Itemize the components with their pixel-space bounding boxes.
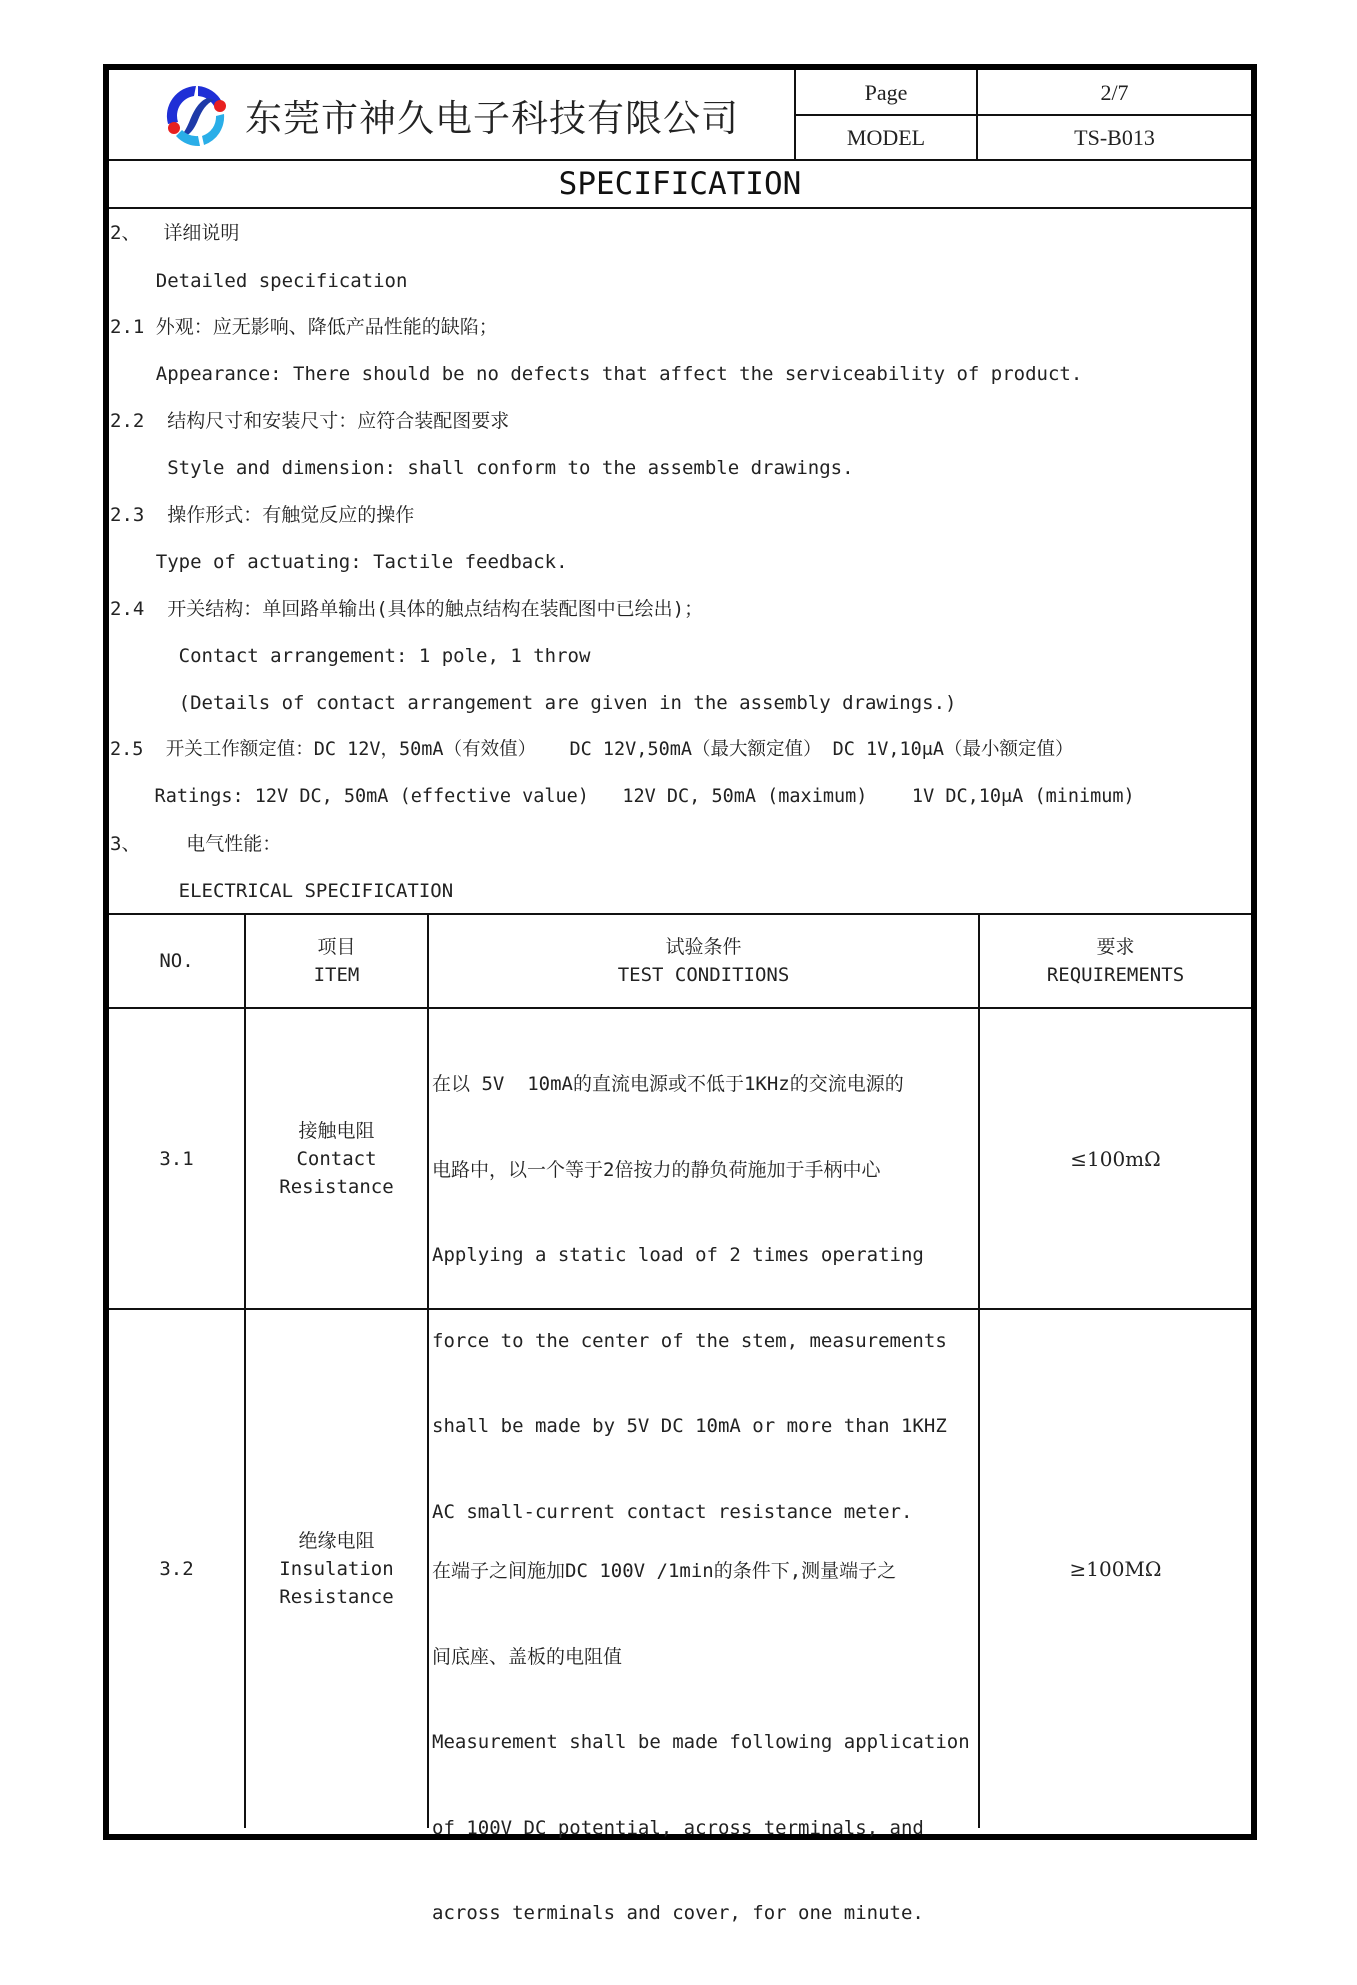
table-row-item xyxy=(246,1009,427,1308)
section-line: (Details of contact arrangement are given in the assembly drawings.) xyxy=(110,692,957,714)
table-header-no xyxy=(109,915,244,1007)
requirement-value: ≤100mΩ xyxy=(1070,1146,1161,1171)
company-logo xyxy=(160,80,232,152)
table-row-conditions xyxy=(432,1500,970,1985)
model-value: TS-B013 xyxy=(1074,125,1155,150)
title-bottom-line xyxy=(109,207,1251,209)
condition-line: force to the center of the stem, measurements xyxy=(432,1329,947,1352)
condition-line: Measurement shall be made following application xyxy=(432,1731,970,1753)
item-en: Resistance xyxy=(279,1586,394,1608)
section-line: Style and dimension: shall conform to the assemble drawings. xyxy=(110,457,854,479)
header-no-label: NO. xyxy=(159,950,194,972)
section-line: ELECTRICAL SPECIFICATION xyxy=(110,880,454,902)
table-header-item xyxy=(246,915,427,1007)
row-no: 3.1 xyxy=(159,1147,194,1170)
table-row-item xyxy=(246,1310,427,1828)
header-cond-cn: 试验条件 xyxy=(665,936,742,958)
condition-line: 间底座、盖板的电阻值 xyxy=(432,1645,623,1668)
header-item-cn: 项目 xyxy=(317,936,356,958)
section-line: 2.2 结构尺寸和安装尺寸：应符合装配图要求 xyxy=(110,410,510,432)
condition-line: across terminals and cover, for one minute. xyxy=(432,1902,924,1924)
section-line: Ratings: 12V DC, 50mA (effective value) 12V DC, 50mA (maximum) 1V DC,10μA (minimum) xyxy=(110,786,1135,807)
section-line: 3、 电气性能： xyxy=(110,833,282,855)
table-header-requirements xyxy=(980,915,1251,1007)
table-row-no xyxy=(109,1009,244,1308)
header-item-en: ITEM xyxy=(313,964,360,986)
condition-line: of 100V DC potential, across terminals, and xyxy=(432,1816,924,1839)
item-en: Contact xyxy=(296,1147,377,1170)
item-cn: 绝缘电阻 xyxy=(298,1530,375,1552)
page-title: SPECIFICATION xyxy=(558,166,802,202)
condition-line: 电路中，以一个等于2倍按力的静负荷施加于手柄中心 xyxy=(432,1158,881,1181)
condition-line: 在以 5V 10mA的直流电源或不低于1KHz的交流电源的 xyxy=(432,1073,904,1095)
section-line: Appearance: There should be no defects that affect the serviceability of product. xyxy=(110,363,1083,385)
condition-line: shall be made by 5V DC 10mA or more than 1KHZ xyxy=(432,1415,947,1437)
model-label: MODEL xyxy=(846,125,926,150)
section-line: 2.3 操作形式：有触觉反应的操作 xyxy=(110,504,415,526)
condition-line: Applying a static load of 2 times operating xyxy=(432,1244,924,1266)
logo-icon xyxy=(160,80,232,152)
table-row-no xyxy=(109,1310,244,1828)
header-divider xyxy=(794,114,1251,116)
header-bottom-line xyxy=(109,159,1251,161)
item-en: Resistance xyxy=(279,1175,394,1198)
header-req-cn: 要求 xyxy=(1096,936,1135,958)
section-line: 2.5 开关工作额定值：DC 12V，50mA（有效值） DC 12V,50mA（最大额定值） DC 1V,10μA（最小额定值） xyxy=(110,739,1074,760)
table-header-conditions xyxy=(429,915,978,1007)
section-line: Type of actuating: Tactile feedback. xyxy=(110,551,568,573)
item-en: Insulation xyxy=(279,1558,394,1580)
item-cn: 接触电阻 xyxy=(298,1119,375,1142)
table-row-requirement xyxy=(980,1310,1251,1828)
section-line: Detailed specification xyxy=(110,270,408,292)
header-cond-en: TEST CONDITIONS xyxy=(617,964,790,986)
table-column-divider xyxy=(427,913,429,1828)
row-no: 3.2 xyxy=(159,1558,194,1580)
table-row-requirement xyxy=(980,1009,1251,1308)
section-line: Contact arrangement: 1 pole, 1 throw xyxy=(110,645,591,667)
page-value: 2/7 xyxy=(1100,80,1129,105)
header-req-en: REQUIREMENTS xyxy=(1046,964,1185,986)
condition-line: AC small-current contact resistance meter. xyxy=(432,1500,913,1523)
section-line: 2、 详细说明 xyxy=(110,222,240,244)
section-line: 2.1 外观：应无影响、降低产品性能的缺陷； xyxy=(110,316,498,338)
section-line: 2.4 开关结构：单回路单输出(具体的触点结构在装配图中已绘出)； xyxy=(110,598,704,620)
condition-line: 在端子之间施加DC 100V /1min的条件下,测量端子之 xyxy=(432,1560,897,1582)
table-row-conditions xyxy=(432,1013,947,1583)
company-name: 东莞市神久电子科技有限公司 xyxy=(245,97,739,140)
requirement-value: ≥100MΩ xyxy=(1069,1557,1162,1581)
page-label: Page xyxy=(864,80,908,105)
